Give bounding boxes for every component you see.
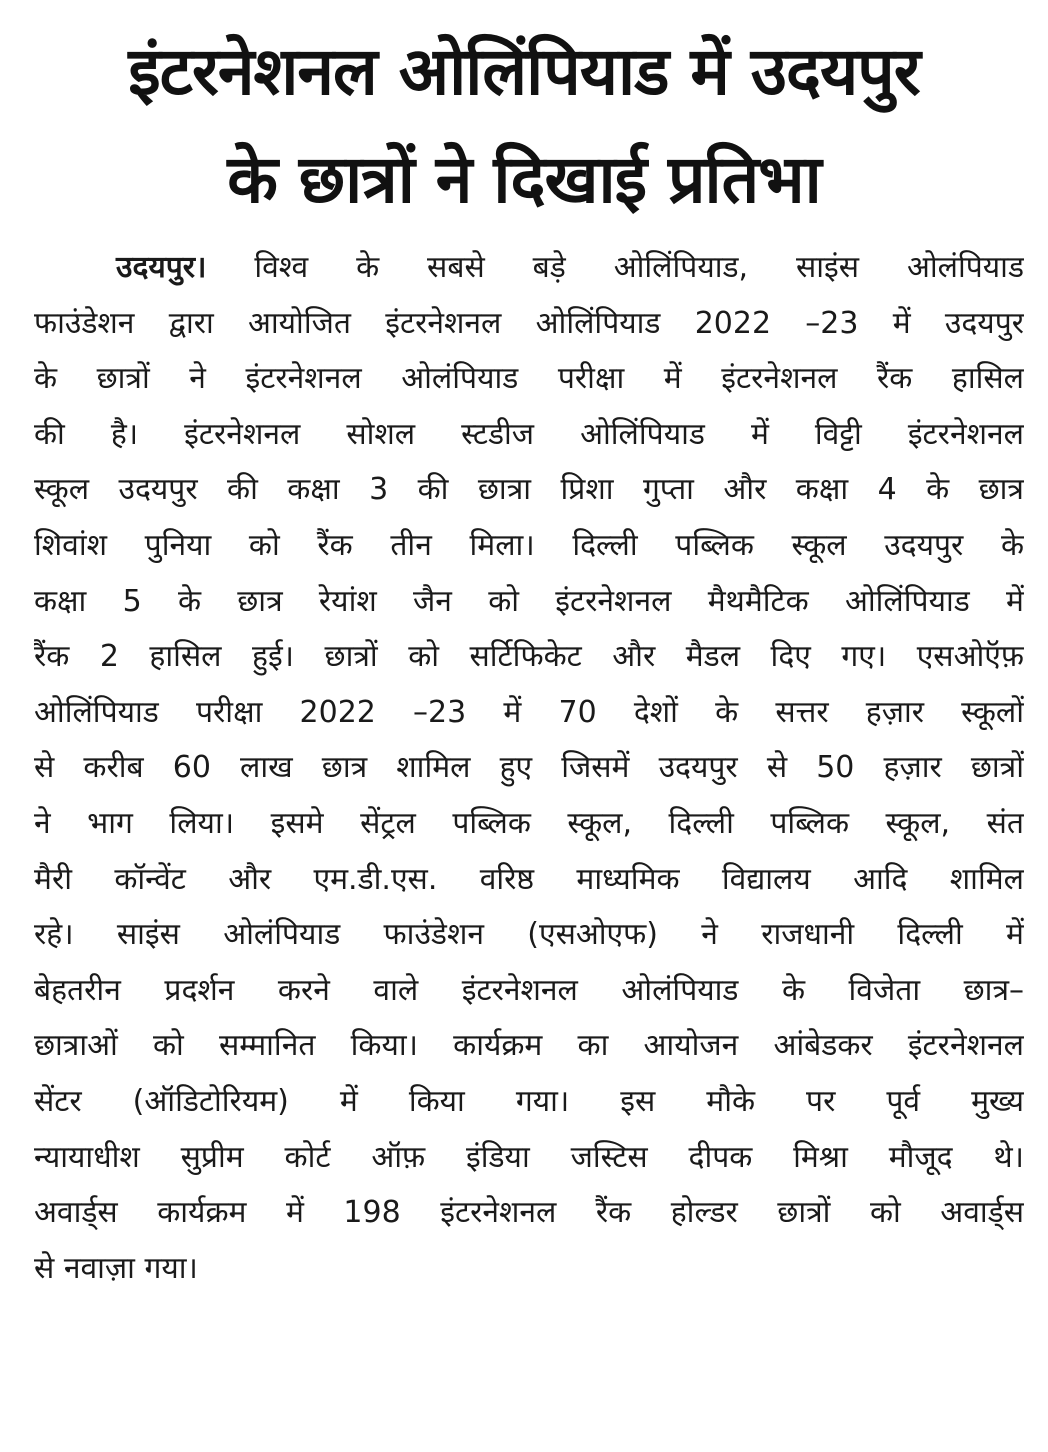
article-line: से करीब 60 लाख छात्र शामिल हुए जिसमें उदयपुर से 50 हज़ार छात्रों (34, 750, 1024, 786)
article-line: बेहतरीन प्रदर्शन करने वाले इंटरनेशनल ओलंपियाड के विजेता छात्र– (34, 972, 1024, 1008)
article-line: ओलिंपियाड परीक्षा 2022 –23 में 70 देशों के सत्तर हज़ार स्कूलों (34, 694, 1024, 730)
article-line: न्यायाधीश सुप्रीम कोर्ट ऑफ़ इंडिया जस्टिस दीपक मिश्रा मौजूद थे। (34, 1139, 1024, 1175)
article-line: ने भाग लिया। इसमे सेंट्रल पब्लिक स्कूल, दिल्ली पब्लिक स्कूल, संत (34, 805, 1024, 841)
article-body (34, 240, 1024, 1296)
article-line: फाउंडेशन द्वारा आयोजित इंटरनेशनल ओलिंपियाड 2022 –23 में उदयपुर (34, 305, 1024, 341)
article-line: मैरी कॉन्वेंट और एम.डी.एस. वरिष्ठ माध्यमिक विद्यालय आदि शामिल (34, 861, 1024, 897)
dateline: उदयपुर। (116, 250, 207, 285)
article-line: कक्षा 5 के छात्र रेयांश जैन को इंटरनेशनल मैथमैटिक ओलिंपियाड में (34, 583, 1024, 619)
article-line: रैंक 2 हासिल हुई। छात्रों को सर्टिफिकेट और मैडल दिए गए। एसओऍफ़ (34, 639, 1024, 675)
article-line: रहे। साइंस ओलंपियाड फाउंडेशन (एसओएफ) ने राजधानी दिल्ली में (34, 917, 1024, 953)
article-line: सेंटर (ऑडिटोरियम) में किया गया। इस मौके पर पूर्व मुख्य (34, 1083, 1024, 1119)
article-line: स्कूल उदयपुर की कक्षा 3 की छात्रा प्रिशा गुप्ता और कक्षा 4 के छात्र (34, 472, 1024, 508)
article-line: शिवांश पुनिया को रैंक तीन मिला। दिल्ली पब्लिक स्कूल उदयपुर के (34, 527, 1024, 563)
article-line: से नवाज़ा गया। (34, 1250, 198, 1286)
headline (20, 18, 1028, 234)
article-line: की है। इंटरनेशनल सोशल स्टडीज ओलिंपियाड में विट्टी इंटरनेशनल (34, 416, 1024, 452)
article-line: के छात्रों ने इंटरनेशनल ओलंपियाड परीक्षा में इंटरनेशनल रैंक हासिल (34, 361, 1024, 397)
headline-line-2: के छात्रों ने दिखाई प्रतिभा (227, 141, 821, 218)
article-line (34, 240, 1024, 296)
article-line-text: विश्व के सबसे बड़े ओलिंपियाड, साइंस ओलंपियाड (206, 250, 1024, 285)
headline-line-1: इंटरनेशनल ओलिंपियाड में उदयपुर (128, 33, 920, 110)
article-line: छात्राओं को सम्मानित किया। कार्यक्रम का आयोजन आंबेडकर इंटरनेशनल (34, 1028, 1024, 1064)
article-line: अवार्ड्स कार्यक्रम में 198 इंटरनेशनल रैंक होल्डर छात्रों को अवार्ड्स (34, 1195, 1024, 1231)
